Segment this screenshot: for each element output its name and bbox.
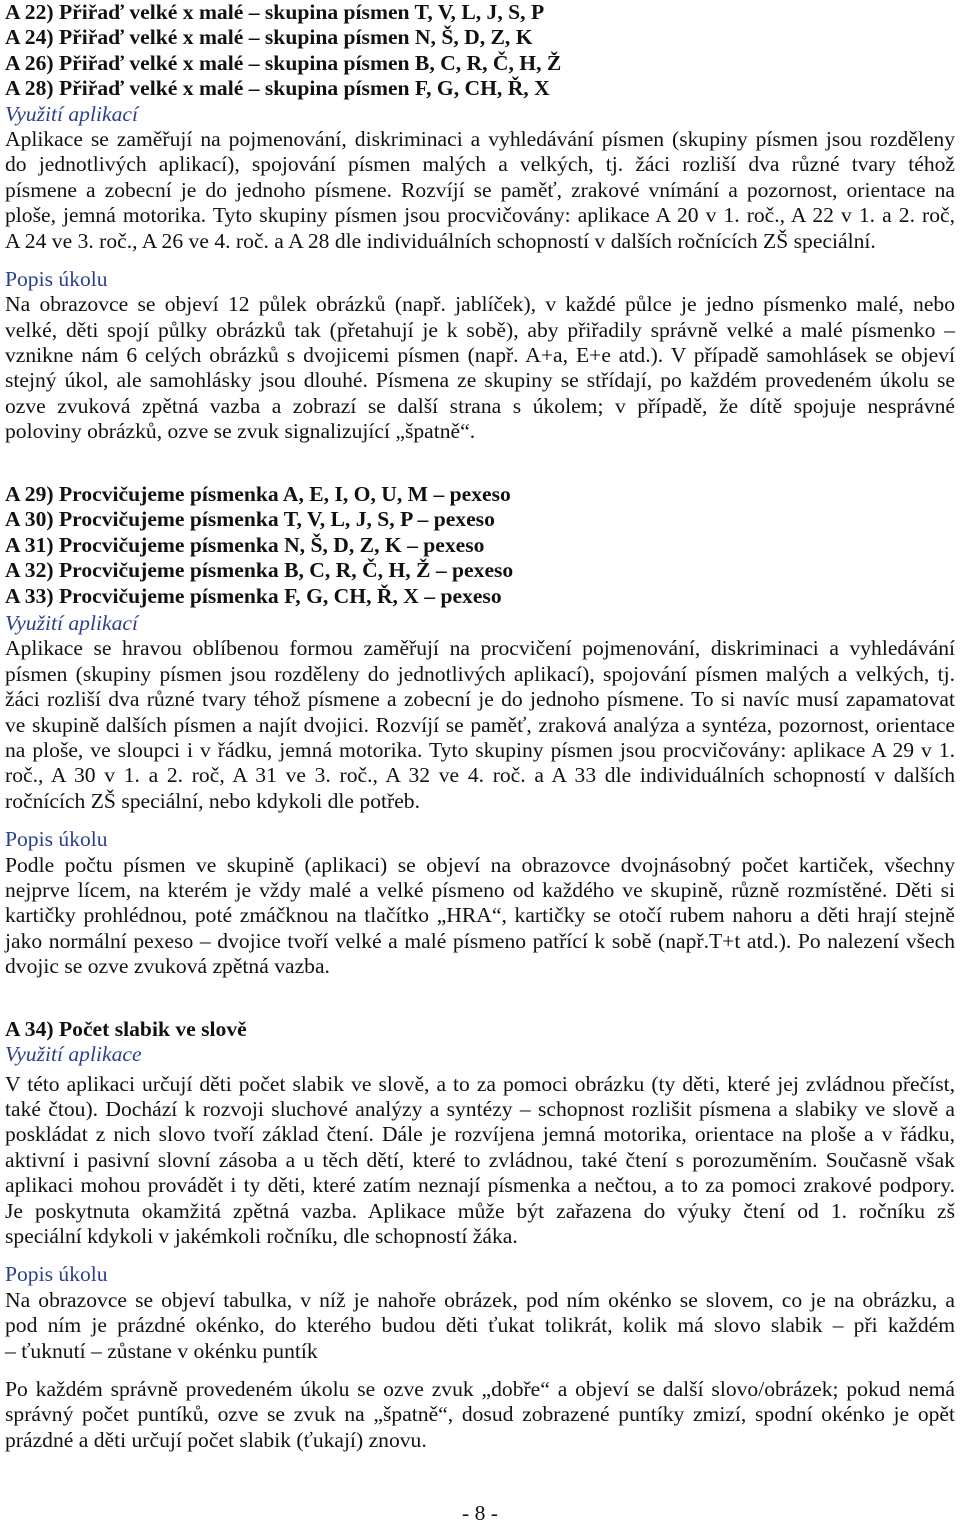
page-number: - 8 - bbox=[462, 1501, 498, 1525]
body-line: Na obrazovce se objeví tabulka, v níž je nahoře obrázek, pod ním okénko se slovem, co je na obrázku, a bbox=[5, 1287, 955, 1312]
body-line: písmen (skupiny písmen jsou rozděleny do jednotlivých aplikací), spojování písmen malých a velkých, tj. bbox=[5, 661, 955, 686]
body-line: Aplikace se zaměřují na pojmenování, diskriminaci a vyhledávání písmen (skupiny písmen jsou rozděleny bbox=[5, 126, 955, 151]
section-heading: A 26) Přiřaď velké x malé – skupina písmen B, C, R, Č, H, Ž bbox=[5, 50, 562, 75]
section-a34 bbox=[5, 1017, 955, 1453]
body-line: pod ním je prázdné okénko, do kterého budou děti ťukat tolikrát, kolik má slovo slabik – při každém bbox=[5, 1313, 955, 1338]
section-heading: A 22) Přiřaď velké x malé – skupina písmen T, V, L, J, S, P bbox=[5, 0, 545, 24]
section-heading: A 24) Přiřaď velké x malé – skupina písmen N, Š, D, Z, K bbox=[5, 25, 533, 50]
body-line: ve skupině dalších písmen a najít dvojici. Rozvíjí se paměť, zraková analýza a syntéza, pozornost, orientace bbox=[5, 712, 955, 737]
feedback-paragraph bbox=[5, 1377, 955, 1453]
body-line: prázdné a děti určují počet slabik (ťukají) znovu. bbox=[5, 1427, 427, 1452]
body-line: nejprve lícem, na kterém je vždy malé a velké písmeno od každého ve skupině, různě rozmístěné. Děti si bbox=[5, 877, 955, 902]
task-label: Popis úkolu bbox=[5, 827, 108, 852]
body-line: dvojic se ozve zvuková zpětná vazba. bbox=[5, 954, 330, 979]
usage-paragraph bbox=[5, 636, 955, 814]
body-line: správný počet puntíků, ozve se zvuk na „špatně“, dosud zobrazené puntíky zmizí, spodní okénko je opět bbox=[5, 1402, 955, 1427]
body-line: ročnících ZŠ speciální, nebo kdykoli dle potřeb. bbox=[5, 788, 420, 813]
body-line: jako normální pexeso – dvojice tvoří velké a malé písmeno patřící k sobě (např.T+t atd.). Po nalezení všech bbox=[5, 928, 955, 953]
body-line: písmene a zobecní je do jednoho písmene. Rozvíjí se paměť, zrakové vnímání a pozornost, orientace na bbox=[5, 177, 955, 202]
body-line: stejný úkol, ale samohlásky jsou dlouhé. Písmena ze skupiny se střídají, po každém provedeném úkolu se bbox=[5, 368, 955, 393]
body-line: do jednotlivých aplikací), spojování písmen malých a velkých, tj. žáci rozliší dva různé tvary téhož bbox=[5, 152, 955, 177]
body-line: velké, děti spojí půlky obrázků tak (přetahují je k sobě), aby přiřadily správně velké a malé písmenko – bbox=[5, 317, 955, 342]
section-a22-a28 bbox=[5, 0, 955, 445]
section-heading: A 31) Procvičujeme písmenka N, Š, D, Z, K – pexeso bbox=[5, 532, 485, 557]
body-line: ploše, jemná motorika. Tyto skupiny písmen jsou procvičovány: aplikace A 20 v 1. roč., A 22 v 1. a 2. roč, bbox=[5, 203, 955, 228]
section-heading: A 29) Procvičujeme písmenka A, E, I, O, U, M – pexeso bbox=[5, 482, 511, 507]
section-heading: A 34) Počet slabik ve slově bbox=[5, 1016, 247, 1041]
body-line: V této aplikaci určují děti počet slabik ve slově, a to za pomoci obrázku (ty děti, které jej zvládnou přečíst, bbox=[5, 1071, 955, 1096]
task-paragraph bbox=[5, 1288, 955, 1364]
task-paragraph bbox=[5, 853, 955, 980]
body-line: Po každém správně provedeném úkolu se ozve zvuk „dobře“ a objeví se další slovo/obrázek; pokud nemá bbox=[5, 1376, 955, 1401]
body-line: roč., A 30 v 1. a 2. roč, A 31 ve 3. roč., A 32 ve 4. roč. a A 33 dle individuálních schopností v dalších bbox=[5, 763, 955, 788]
section-heading: A 32) Procvičujeme písmenka B, C, R, Č, H, Ž – pexeso bbox=[5, 558, 514, 583]
body-line: žáci rozliší dva různé tvary téhož písmene a zobecní je do jednoho písmene. To si navíc musí zapamatovat bbox=[5, 687, 955, 712]
body-line: – ťuknutí – zůstane v okénku puntík bbox=[5, 1338, 318, 1363]
usage-paragraph bbox=[5, 127, 955, 254]
body-line: také čtou). Dochází k rozvoji sluchové analýzy a syntézy – schopnost rozlišit písmena a slabiky ve slově a bbox=[5, 1097, 955, 1122]
task-label: Popis úkolu bbox=[5, 266, 108, 291]
section-a29-a33 bbox=[5, 482, 955, 979]
body-line: A 24 ve 3. roč., A 26 ve 4. roč. a A 28 dle individuálních schopností v dalších ročnících ZŠ speciální. bbox=[5, 228, 876, 253]
body-line: kartičky prohlédnou, poté zmáčknou na tlačítko „HRA“, kartičky se otočí rubem nahoru a děti hrají stejně bbox=[5, 903, 955, 928]
body-line: poskládat z nich slovo tvoří základ čtení. Dále je rozvíjena jemná motorika, orientace na ploše a v řádku, bbox=[5, 1122, 955, 1147]
usage-label: Využití aplikace bbox=[5, 1042, 142, 1067]
body-line: Podle počtu písmen ve skupině (aplikaci) se objeví na obrazovce dvojnásobný počet kartiček, všechny bbox=[5, 852, 955, 877]
usage-paragraph bbox=[5, 1072, 955, 1250]
task-label: Popis úkolu bbox=[5, 1262, 108, 1287]
body-line: aktivní i pasivní slovní zásoba a u těch dětí, které to zvládnou, také čtení s porozuměním. Současně však bbox=[5, 1147, 955, 1172]
page-content bbox=[5, 0, 955, 1453]
usage-label: Využití aplikací bbox=[5, 610, 138, 635]
body-line: ozve zvuková zpětná vazba a zobrazí se další strana s úkolem; v případě, že dítě spojuje nesprávné bbox=[5, 393, 955, 418]
body-line: speciální kdykoli v jakémkoli ročníku, dle schopností žáka. bbox=[5, 1223, 518, 1248]
body-line: vznikne nám 6 celých obrázků s dvojicemi písmen (např. A+a, E+e atd.). V případě samohlásek se objeví bbox=[5, 343, 955, 368]
section-heading: A 28) Přiřaď velké x malé – skupina písmen F, G, CH, Ř, X bbox=[5, 76, 550, 101]
usage-label: Využití aplikací bbox=[5, 101, 138, 126]
body-line: Aplikace se hravou oblíbenou formou zaměřují na procvičení pojmenování, diskriminaci a vyhledávání bbox=[5, 636, 955, 661]
section-heading: A 33) Procvičujeme písmenka F, G, CH, Ř, X – pexeso bbox=[5, 583, 502, 608]
body-line: na ploše, ve sloupci i v řádku, jemná motorika. Tyto skupiny písmen jsou procvičovány: aplikace A 29 v 1. bbox=[5, 737, 955, 762]
body-line: Je poskytnuta okamžitá zpětná vazba. Aplikace může být zařazena do výuky čtení od 1. ročníku zš bbox=[5, 1198, 955, 1223]
section-heading: A 30) Procvičujeme písmenka T, V, L, J, S, P – pexeso bbox=[5, 507, 495, 532]
task-paragraph bbox=[5, 292, 955, 444]
body-line: aplikaci mohou provádět i ty děti, které zatím neznají písmenka a nečtou, a to za pomoci zrakové podpory. bbox=[5, 1173, 955, 1198]
body-line: poloviny obrázků, ozve se zvuk signalizující „špatně“. bbox=[5, 419, 476, 444]
body-line: Na obrazovce se objeví 12 půlek obrázků (např. jablíček), v každé půlce je jedno písmenko malé, nebo bbox=[5, 292, 955, 317]
